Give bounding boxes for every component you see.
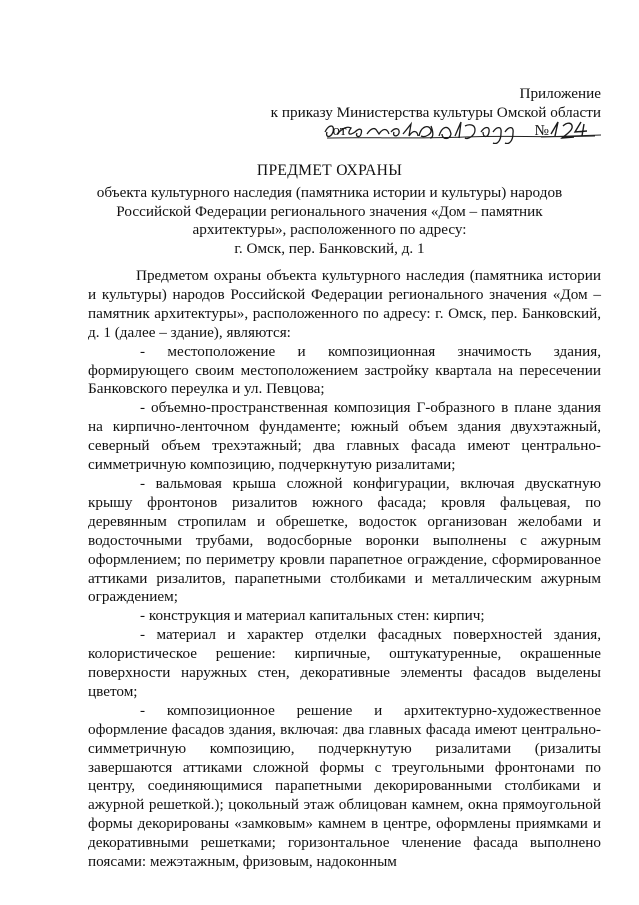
order-date-prefix: от	[332, 122, 347, 139]
title-line-3: архитектуры», расположенного по адресу:	[192, 221, 467, 239]
document-body	[88, 267, 601, 872]
title-line-4: г. Омск, пер. Банковский, д. 1	[234, 240, 425, 258]
document-title: ПРЕДМЕТ ОХРАНЫ	[256, 162, 403, 179]
title-line-2: Российской Федерации регионального значения «Дом – памятник	[116, 202, 543, 220]
list-item: - композиционное решение и архитектурно-художественное оформление фасадов здания, включая: два главных фасада имеют центрально-симметричную композицию, подчеркнутую ризалитами (ризалиты завершаются аттиками сложной формы с треугольными фронтонами по центру, соединяющимися парапетными декорированными столбиками и ажурной решеткой.); цокольный этаж облицован камнем, окна прямоугольной формы декорированы «замковым» камнем в центре, оформлены приямками и декоративными решетками; горизонтальное членение фасада выполнено поясами: межэтажным, фризовым, надоконным	[88, 701, 601, 871]
list-item: - объемно-пространственная композиция Г-образного в плане здания на кирпично-ленточном фундаменте; южный объем здания двухэтажный, северный объем трехэтажный; два главных фасада имеют центрально-симметричную композицию, подчеркнутую ризалитами;	[88, 399, 601, 474]
order-reference: к приказу Министерства культуры Омской области	[270, 104, 601, 121]
order-date-number-print	[332, 122, 601, 140]
list-item: - конструкция и материал капитальных стен: кирпич;	[140, 607, 485, 625]
order-date-number-line	[0, 118, 601, 142]
list-item: - материал и характер отделки фасадных поверхностей здания, колористическое решение: кирпичные, оштукатуренные, окрашенные поверхности наружных стен, декоративные элементы фасадов выделены цветом;	[88, 626, 601, 700]
intro-paragraph: Предметом охраны объекта культурного наследия (памятника истории и культуры) народов Российской Федерации регионального значения «Дом – памятник архитектуры», расположенного по адресу: г. Омск, пер. Банковский, д. 1 (далее – здание), являются:	[88, 267, 601, 341]
appendix-label: Приложение	[519, 85, 601, 102]
list-item: - вальмовая крыша сложной конфигурации, включая двускатную крышу фронтонов ризалитов южного фасада; кровля фальцевая, по деревянным стропилам и обрешетке, водосток организован желобами и водосточными трубами, водосборные воронки выполнены с ажурным оформлением; по периметру кровли парапетное ограждение, сформированное аттиками ризалитов, парапетными столбиками и металлическим ажурным ограждением;	[88, 474, 601, 606]
document-title-block	[60, 162, 599, 259]
list-item: - местоположение и композиционная значимость здания, формирующего своим местоположением застройку квартала на пересечении Банковского переулка и ул. Певцова;	[88, 342, 601, 398]
order-number-prefix: №	[534, 122, 549, 139]
appendix-header	[271, 84, 601, 122]
title-line-1: объекта культурного наследия (памятника истории и культуры) народов	[96, 183, 563, 201]
